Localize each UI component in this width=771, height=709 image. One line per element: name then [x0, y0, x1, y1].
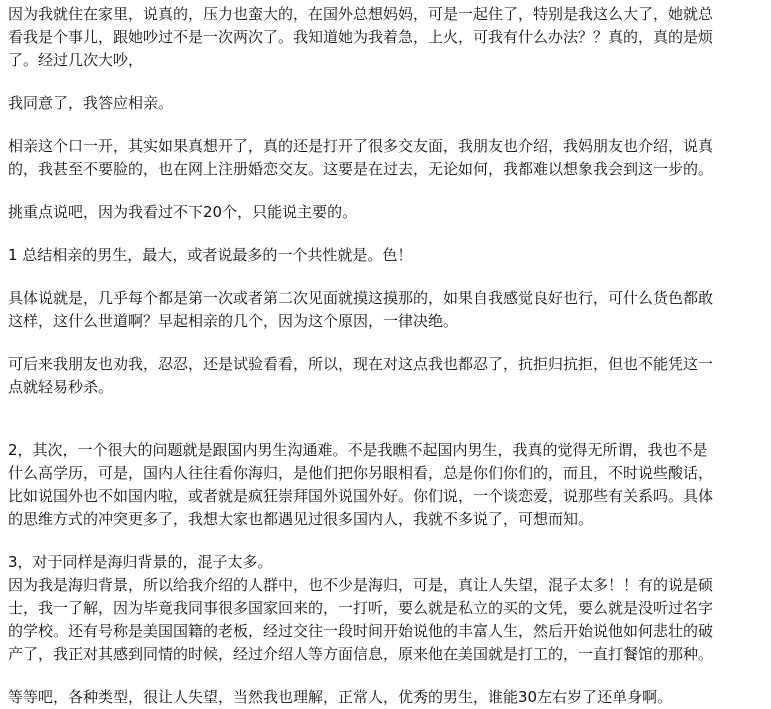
text-line: 挑重点说吧，因为我看过不下20个，只能说主要的。: [8, 203, 358, 221]
text-line: 因为我就住在家里，说真的，压力也蛮大的，在国外总想妈妈，可是一起住了，特别是我这么大了，她就总: [8, 5, 714, 23]
paragraph-4: [8, 201, 765, 224]
text-line: 我同意了，我答应相亲。: [8, 94, 174, 112]
text-line: 比如说国外也不如国内啦，或者就是疯狂崇拜国外说国外好。你们说，一个谈恋爱，说那些有关系吗。具体: [8, 487, 714, 505]
text-line: 点就轻易秒杀。: [8, 378, 114, 396]
text-line: 1 总结相亲的男生，最大，或者说最多的一个共性就是。色！: [8, 246, 413, 264]
text-line: 可后来我朋友也劝我，忍忍，还是试验看看，所以，现在对这点我也都忍了，抗拒归抗拒，但也不能凭这一: [8, 355, 714, 373]
text-line: 的思维方式的冲突更多了，我想大家也都遇见过很多国内人，我就不多说了，可想而知。: [8, 510, 594, 528]
paragraph-2: [8, 92, 765, 115]
paragraph-gap: [8, 115, 765, 135]
paragraph-gap: [8, 399, 765, 439]
text-line: 等等吧，各种类型，很让人失望，当然我也理解，正常人，优秀的男生，谁能30左右岁了还单身啊。: [8, 688, 673, 706]
text-line: 具体说就是，几乎每个都是第一次或者第二次见面就摸这摸那的，如果自我感觉良好也行，可什么货色都敢: [8, 289, 714, 307]
paragraph-gap: [8, 333, 765, 353]
text-line: 什么高学历，可是，国内人往往看你海归，是他们把你另眼相看，总是你们你们的，而且，不时说些酸话，: [8, 464, 714, 482]
paragraph-3: [8, 135, 765, 181]
paragraph-8: [8, 439, 765, 531]
text-line: 的，我甚至不要脸的，也在网上注册婚恋交友。这要是在过去，无论如何，我都难以想象我会到这一步的。: [8, 160, 714, 178]
text-line: 看我是个事儿，跟她吵过不是一次两次了。我知道她为我着急，上火，可我有什么办法？？真的，真的是烦: [8, 28, 714, 46]
text-line: 士，我一了解，因为毕竟我同事很多国家回来的，一打听，要么就是私立的买的文凭，要么就是没听过名字: [8, 599, 714, 617]
paragraph-6: [8, 287, 765, 333]
paragraph-10: [8, 686, 765, 709]
paragraph-gap: [8, 181, 765, 201]
text-line: 因为我是海归背景，所以给我介绍的人群中，也不少是海归，可是，真让人失望，混子太多！！有的说是硕: [8, 576, 714, 594]
text-line: 3，对于同样是海归背景的，混子太多。: [8, 553, 273, 571]
text-line: 相亲这个口一开，其实如果真想开了，真的还是打开了很多交友面，我朋友也介绍，我妈朋友也介绍，说真: [8, 137, 714, 155]
paragraph-gap: [8, 267, 765, 287]
paragraph-9: [8, 551, 765, 666]
paragraph-gap: [8, 531, 765, 551]
text-line: 2，其次，一个很大的问题就是跟国内男生沟通难。不是我瞧不起国内男生，我真的觉得无所谓，我也不是: [8, 441, 708, 459]
paragraph-gap: [8, 72, 765, 92]
paragraph-5: [8, 244, 765, 267]
text-line: 这样，这什么世道啊？早起相亲的几个，因为这个原因，一律决绝。: [8, 312, 459, 330]
paragraph-gap: [8, 224, 765, 244]
paragraph-1: [8, 3, 765, 72]
text-line: 了。经过几次大吵，: [8, 51, 144, 69]
paragraph-gap: [8, 666, 765, 686]
paragraph-7: [8, 353, 765, 399]
text-line: 产了，我正对其感到同情的时候，经过介绍人等方面信息，原来他在美国就是打工的，一直打餐馆的那种。: [8, 645, 714, 663]
text-line: 的学校。还有号称是美国国籍的老板，经过交往一段时间开始说他的丰富人生，然后开始说他如何悲壮的破: [8, 622, 714, 640]
